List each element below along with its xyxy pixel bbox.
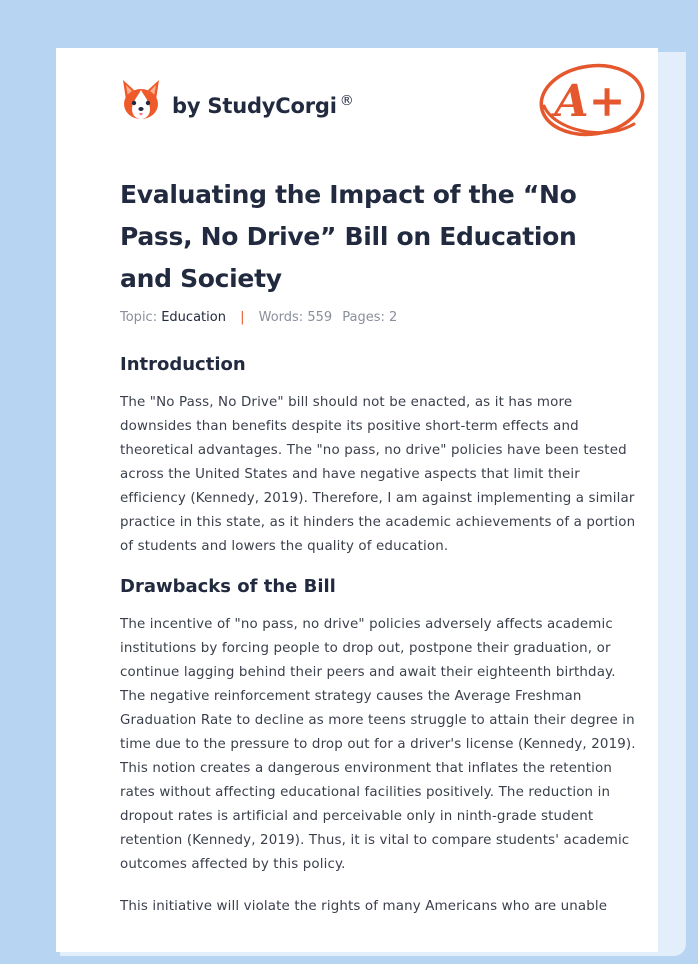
topic-label: Topic: bbox=[120, 310, 158, 325]
document-page bbox=[56, 48, 658, 952]
document-title: Evaluating the Impact of the “No Pass, No Drive” Bill on Education and Society bbox=[120, 180, 577, 293]
brand-name: by StudyCorgi ® bbox=[172, 92, 354, 118]
paragraph: The incentive of "no pass, no drive" policies adversely affects academic institutions by forcing people to drop out, postpone their graduation, or continue lagging behind their peers and await their eighteenth birthday. The negative reinforcement strategy causes the Average Freshman Graduation Rate to decline as more teens struggle to attain their degree in time due to the pressure to drop out for a driver's license (Kennedy, 2019). This notion creates a dangerous environment that inflates the retention rates without affecting educational facilities positively. The reduction in dropout rates is artificial and perceivable only in ninth-grade student retention (Kennedy, 2019). Thus, it is vital to compare students' academic outcomes affected by this policy. bbox=[120, 617, 636, 872]
svg-text:A+: A+ bbox=[554, 76, 626, 127]
a-plus-grade-icon bbox=[534, 56, 650, 142]
corgi-logo-icon bbox=[120, 76, 162, 122]
paragraph: The "No Pass, No Drive" bill should not be enacted, as it has more downsides than benefits despite its positive short-term effects and theoretical advantages. The "no pass, no drive" policies have been tested across the United States and have negative aspects that limit their efficiency (Kennedy, 2019). Therefore, I am against implementing a similar practice in this state, as it hinders the academic achievements of a portion of students and lowers the quality of education. bbox=[120, 395, 636, 554]
document-meta bbox=[120, 310, 397, 325]
brand-header[interactable] bbox=[120, 76, 354, 122]
meta-separator: | bbox=[240, 310, 245, 325]
section-heading-introduction: Introduction bbox=[120, 354, 246, 375]
paragraph: This initiative will violate the rights of many Americans who are unable bbox=[120, 899, 608, 914]
page-count: Pages: 2 bbox=[342, 310, 398, 325]
section-heading-drawbacks: Drawbacks of the Bill bbox=[120, 576, 336, 597]
word-count: Words: 559 bbox=[258, 310, 333, 325]
topic-link[interactable]: Education bbox=[161, 310, 226, 325]
